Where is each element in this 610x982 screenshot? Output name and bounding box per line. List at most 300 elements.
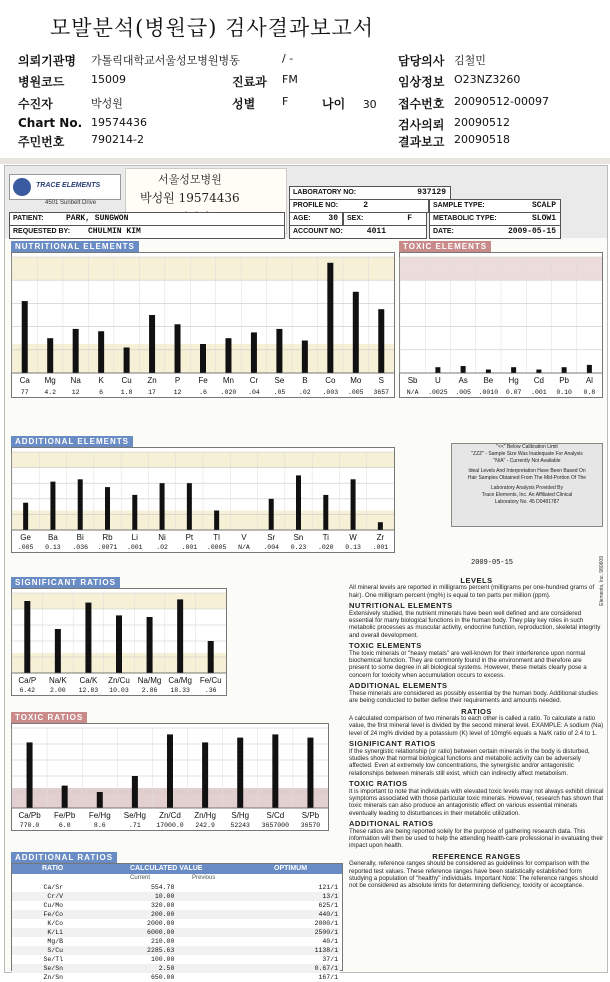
table-cell (176, 937, 267, 946)
value-label: .005 (17, 544, 34, 551)
value-label: .001 (372, 544, 389, 551)
report-header (0, 0, 610, 160)
info-paragraph: These minerals are considered as possibly essential by the human body. Additional studies are being conducted to better define their requirements and amounts needed. (349, 689, 598, 705)
value-label: 0.23 (290, 544, 307, 551)
data-bar (486, 370, 491, 373)
table-row (12, 964, 340, 973)
data-bar (55, 629, 61, 673)
value-label: N/A (238, 544, 250, 551)
header-field (398, 95, 549, 112)
age-box-value: 30 (328, 214, 338, 223)
data-bar (351, 479, 356, 530)
category-label: Ca (19, 376, 30, 385)
value-label: 6 (99, 389, 104, 396)
data-bar (302, 341, 308, 373)
table-cell: K/Li (12, 928, 65, 937)
data-bar (251, 332, 257, 373)
value-label: .036 (72, 544, 89, 551)
field-label: 담당의사 (398, 54, 445, 68)
field-label: PATIENT: (13, 215, 44, 222)
data-bar (124, 347, 130, 373)
field-label: 결과보고 (398, 135, 445, 149)
data-bar (435, 367, 440, 373)
info-heading: REFERENCE RANGES (432, 851, 521, 861)
value-label: 0.10 (556, 389, 572, 396)
data-bar (307, 738, 313, 808)
category-label: Na (70, 376, 81, 385)
category-label: S/Pb (301, 811, 320, 820)
table-cell: 2285.63 (65, 946, 176, 955)
data-bar (132, 776, 138, 808)
table-row (12, 910, 340, 919)
ratios-title: SIGNIFICANT RATIOS (11, 577, 120, 588)
value-label: 0.13 (45, 544, 61, 551)
table-cell: 6000.00 (65, 928, 176, 937)
stamp-line: 박성원 19574436 (140, 191, 240, 205)
category-label: Zn/Cd (159, 811, 181, 820)
legend-line: Ideal Levels And Interpretation Have Been Based On (468, 468, 586, 474)
table-cell: 121/1 (318, 884, 338, 891)
value-label: 2.86 (141, 687, 158, 694)
field-label: 병원코드 (18, 75, 65, 89)
info-heading: NUTRITIONAL ELEMENTS (349, 601, 453, 611)
category-label: Fe/Hg (88, 811, 111, 820)
header-field (232, 95, 289, 112)
scanned-report (4, 165, 608, 981)
category-label: Ba (48, 533, 58, 542)
category-label: Se (274, 376, 285, 385)
category-label: Mo (350, 376, 362, 385)
legend-line: Hair Samples Obtained From The Mid-Portion Of The (467, 475, 587, 481)
date-box (429, 225, 561, 239)
value-label: .02 (156, 544, 168, 551)
info-heading: SIGNIFICANT RATIOS (349, 739, 436, 749)
table-cell (176, 946, 267, 955)
data-bar (296, 475, 301, 530)
field-label: PROFILE NO: (293, 202, 339, 209)
field-label: 의뢰기관명 (18, 54, 76, 68)
field-value: O23NZ3260 (454, 73, 521, 86)
field-label: Chart No. (18, 116, 83, 130)
data-bar (378, 309, 384, 373)
age-box (289, 212, 343, 226)
value-label: 1.8 (120, 389, 133, 396)
data-bar (22, 301, 28, 373)
table-cell (176, 901, 267, 910)
category-label: Zn/Hg (194, 811, 217, 820)
data-bar (78, 479, 83, 530)
data-bar (105, 487, 110, 530)
data-bar (73, 329, 79, 373)
info-paragraph: It is important to note that individuals with elevated toxic levels may not always exhibit clinical symptoms associated with those particular toxic minerals. However, research has shown that toxic minerals can also produce an antagonistic effect on various essential minerals eventually leading to disturbances in their metabolic utilization. (349, 787, 604, 817)
value-label: 770.0 (19, 822, 40, 829)
field-value: 790214-2 (91, 133, 144, 146)
category-label: Ge (20, 533, 31, 542)
header-field (18, 133, 144, 150)
table-cell: Se/Sn (12, 964, 65, 973)
table-cell: 554.78 (150, 884, 175, 891)
field-label: ACCOUNT NO: (293, 228, 343, 235)
header-field (398, 52, 486, 69)
value-label: .0010 (478, 389, 499, 396)
subheader-current: Current (130, 875, 151, 881)
field-label: 성별 (232, 97, 256, 111)
subheader-previous: Previous (192, 875, 216, 881)
field-label: REQUESTED BY: (13, 228, 71, 235)
value-label: 8.6 (93, 822, 106, 829)
value-label: 17 (148, 389, 156, 396)
header-field (18, 95, 123, 112)
nutritional-chart (11, 252, 395, 398)
column-header: CALCULATED VALUE (130, 865, 203, 872)
metabolic-box (429, 212, 561, 226)
data-bar (132, 495, 137, 530)
value-label: 17000.0 (156, 822, 184, 829)
side-code: Elements, Inc. 980609 (599, 556, 605, 606)
field-value: 20090518 (454, 133, 510, 146)
age-field (322, 95, 377, 112)
info-paragraph: All mineral levels are reported in milligrams percent (milligrams per one-hundred grams of hair). One milligram percent (mg%) is equal to ten parts per million (ppm). (349, 584, 595, 599)
data-bar (272, 734, 278, 808)
category-label: As (458, 376, 468, 385)
lab-no-value: 937129 (417, 188, 446, 197)
field-label: LABORATORY NO: (293, 189, 357, 196)
legend-line: Trace Elements, Inc. An Affiliated Clinical (481, 492, 573, 498)
table-cell: K/Co (47, 920, 64, 927)
profile-box (289, 199, 429, 213)
additional-ratios-title: ADDITIONAL RATIOS (11, 852, 117, 863)
table-cell: 210.00 (150, 938, 175, 945)
value-label: 6.42 (19, 687, 36, 694)
column-header: OPTIMUM (274, 865, 308, 872)
data-bar (536, 370, 541, 373)
table-cell (176, 883, 267, 892)
table-cell: 37/1 (322, 956, 338, 963)
legend-line: "<<" Below Calibration Limit (496, 444, 558, 450)
toxic-title: TOXIC ELEMENTS (399, 241, 491, 252)
data-bar (62, 786, 68, 808)
table-cell: Se/Tl (43, 956, 64, 963)
category-label: Be (483, 376, 494, 385)
sample-value: SCALP (531, 201, 556, 210)
field-label: SAMPLE TYPE: (433, 202, 485, 209)
category-label: S (378, 376, 384, 385)
page-title: 모발분석(병원급) 검사결과보고서 (50, 16, 375, 40)
table-cell: Cr/V (12, 892, 65, 901)
value-label: .004 (263, 544, 280, 551)
info-paragraph: Extensively studied, the nutrient minerals have been well defined and are considered essential for many biological functions in the human body. They play key roles in such metabolic processes as muscular activity, endocrine function, reproduction, skeletal integrity and overall development. (349, 609, 601, 639)
header-field (18, 52, 240, 69)
info-heading: ADDITIONAL RATIOS (349, 819, 434, 829)
field-label: SEX: (347, 215, 364, 222)
data-bar (353, 292, 359, 373)
date-stamp: 2009-05-15 (471, 559, 514, 567)
value-label: .05 (273, 389, 286, 396)
category-label: S/Cd (266, 811, 285, 820)
table-cell (176, 955, 267, 964)
category-label: S/Hg (231, 811, 250, 820)
category-label: Sb (407, 376, 418, 385)
category-label: Fe/Pb (53, 811, 76, 820)
info-paragraph: Generally, reference ranges should be considered as guidelines for comparison with the reported test values. These reference ranges have been statistically established form studying a population of "healthy" individuals. Important Note: The reference ranges should not be considered as absolute limits for determining deficiency, toxicity or acceptance. (349, 860, 598, 890)
category-label: Fe (198, 376, 208, 385)
info-heading: LEVELS (460, 576, 493, 585)
value-label: .020 (317, 544, 334, 551)
field-label: AGE: (293, 215, 311, 222)
table-cell (176, 910, 267, 919)
category-label: Na/K (48, 676, 67, 685)
table-row (12, 892, 340, 901)
value-label: 36570 (300, 822, 321, 829)
field-value: 20090512 (454, 116, 510, 129)
data-bar (562, 367, 567, 373)
value-label: .04 (248, 389, 260, 396)
data-bar (202, 742, 208, 808)
category-label: Se/Hg (123, 811, 147, 820)
table-cell: 100.00 (150, 956, 175, 963)
explanation-text (349, 574, 604, 890)
data-bar (147, 617, 153, 673)
category-label: U (434, 376, 441, 385)
table-cell (176, 892, 267, 901)
data-bar (24, 601, 30, 673)
value-label: 52243 (230, 822, 250, 829)
table-cell: 200.00 (65, 910, 176, 919)
patient-value: PARK, SUNGWON (66, 214, 129, 223)
logo-text: TRACE ELEMENTS (36, 182, 101, 189)
category-label: Ti (322, 533, 329, 542)
value-label: .003 (322, 389, 339, 396)
info-paragraph: If the synergistic relationship (or ratio) between certain minerals in the body is disturbed, studies show that normal biological functions and metabolic activity can be adversely affected. Even at extremely low concentrations, the synergistic and/or antagonistic relationships between minerals still exist, which can indirectly affect metabolism. (349, 747, 590, 777)
info-paragraph: A calculated comparison of two minerals to each other is called a ratio. To calculate a ratio value, the first mineral level is divided by the second mineral level. EXAMPLE: A sodium (Na) level of 24 mg% divided by a potassium (K) level of 10mg% equals a Na/K ratio of 2.4 to 1. (349, 714, 604, 737)
lab-no-box (289, 186, 451, 200)
category-label: Ni (158, 533, 166, 542)
value-label: .001 (181, 544, 198, 551)
table-cell: 10.00 (65, 892, 176, 901)
value-label: 4.2 (44, 389, 57, 396)
header-field (232, 73, 298, 90)
category-label: Zr (376, 533, 385, 542)
value-label: 18.33 (170, 687, 190, 694)
category-label: Pb (559, 376, 570, 385)
table-cell: 40/1 (322, 938, 338, 945)
data-bar (23, 503, 28, 530)
table-cell: 2500/1 (267, 928, 340, 937)
data-bar (27, 742, 33, 808)
category-label: Al (585, 376, 593, 385)
field-value: 15009 (91, 73, 126, 86)
value-label: .0005 (206, 544, 227, 551)
field-label: METABOLIC TYPE: (433, 215, 497, 222)
age-label: 나이 (322, 97, 346, 111)
table-row (12, 955, 340, 964)
date-value: 2009-05-15 (507, 227, 556, 236)
data-bar (177, 599, 183, 673)
value-label: 3657000 (261, 822, 289, 829)
data-bar (85, 603, 91, 673)
toxic-ratios-chart (11, 723, 329, 831)
nutritional-title: NUTRITIONAL ELEMENTS (11, 241, 139, 252)
info-heading: TOXIC ELEMENTS (349, 641, 422, 651)
table-cell: Fe/Co (12, 910, 65, 919)
value-label: .005 (347, 389, 364, 396)
category-label: Sn (293, 533, 304, 542)
header-field (18, 116, 147, 130)
category-label: Sr (267, 533, 276, 542)
value-label: 12 (173, 389, 182, 396)
category-label: Bi (76, 533, 84, 542)
table-cell: 167/1 (318, 974, 338, 981)
legend-line: "ZZZ" - Sample Size Was Inadequate For Analysis (471, 451, 583, 457)
legend-line: Laboratory Analysis Provided By (491, 485, 563, 491)
table-cell: Cu/Mo (43, 902, 64, 909)
range-band (12, 280, 394, 344)
table-row (12, 919, 340, 928)
table-cell: 1138/1 (267, 946, 340, 955)
data-bar (116, 615, 122, 673)
value-label: 242.9 (195, 822, 215, 829)
header-field (398, 133, 510, 150)
category-label: Cu (121, 376, 132, 385)
field-label: DATE: (433, 228, 454, 235)
logo-icon (13, 178, 31, 196)
header-field (398, 73, 521, 90)
value-label: .0071 (97, 544, 118, 551)
category-label: Cd (533, 376, 544, 385)
value-label: 0.07 (505, 389, 522, 396)
table-cell: 2000/1 (314, 920, 338, 927)
patient-box (9, 212, 285, 226)
field-value: 김철민 (454, 54, 486, 67)
toxic-chart (399, 252, 603, 398)
info-paragraph: The toxic minerals or "heavy metals" are well-known for their interference upon normal biochemical function. They are commonly found in the environment and therefore are present to some degree in all biological systems. However, these metals clearly pose a concern for toxicity when accumulation occurs to excess. (349, 649, 587, 679)
data-bar (160, 483, 165, 530)
field-label: 수진자 (18, 97, 53, 111)
age-value: 30 (362, 98, 377, 111)
category-label: Rb (102, 533, 113, 542)
value-label: .02 (299, 389, 311, 396)
value-label: .020 (220, 389, 237, 396)
info-paragraph: These ratios are being reported solely for the purpose of gathering research data. This information will then be used to help the attending health-care professional in evaluating their impact upon health. (349, 827, 604, 850)
data-bar (461, 366, 466, 373)
table-row (12, 901, 340, 910)
field-value: FM (282, 73, 298, 86)
legend-line: Laboratory No. 45 D0481787 (494, 499, 560, 505)
category-label: Mg (44, 376, 56, 385)
field-value: 19574436 (91, 116, 147, 129)
table-cell: 13/1 (267, 892, 340, 901)
header-field (398, 116, 510, 133)
field-value: 가톨릭대학교서울성모병원병동 (91, 54, 240, 67)
table-row (12, 973, 340, 982)
legend-box (451, 443, 603, 527)
table-cell: 2000.00 (147, 920, 175, 927)
category-label: Pt (185, 533, 194, 542)
value-label: N/A (406, 389, 419, 396)
table-cell (176, 964, 267, 973)
field-label: 임상정보 (398, 75, 445, 89)
requested-value: CHULMIN KIM (88, 227, 141, 236)
value-label: 0.13 (345, 544, 361, 551)
data-bar (378, 522, 383, 530)
info-heading: RATIOS (461, 706, 492, 716)
range-band (12, 593, 226, 609)
value-label: 10.03 (109, 687, 129, 694)
data-bar (98, 331, 104, 373)
table-cell (176, 928, 267, 937)
category-label: Ca/Pb (18, 811, 41, 820)
category-label: Zn (147, 376, 157, 385)
info-heading: TOXIC RATIOS (349, 779, 408, 789)
value-label: .005 (455, 389, 471, 396)
table-row (12, 946, 340, 955)
table-cell: S/Cu (12, 946, 65, 955)
category-label: Mn (222, 376, 235, 385)
table-cell: 625/1 (318, 902, 338, 909)
data-bar (323, 495, 328, 530)
category-label: Ca/K (79, 676, 98, 685)
field-label: 주민번호 (18, 135, 65, 149)
data-bar (50, 482, 55, 530)
table-cell: 320.00 (150, 902, 175, 909)
value-label: .001 (531, 389, 547, 396)
legend-line: "N/A" - Currently Not Available (493, 458, 561, 464)
table-cell: 2.50 (65, 964, 176, 973)
field-value: / - (282, 52, 294, 65)
table-cell: Mg/B (47, 938, 64, 945)
category-label: Fe/Cu (199, 676, 222, 685)
category-label: Na/Mg (137, 676, 162, 685)
value-label: 6.0 (58, 822, 71, 829)
category-label: V (241, 533, 247, 542)
value-label: .36 (204, 687, 217, 694)
sex-value: F (407, 214, 412, 223)
category-label: Tl (213, 533, 220, 542)
data-bar (187, 483, 192, 530)
value-label: 12.83 (78, 687, 99, 694)
data-bar (47, 338, 53, 373)
field-value: 20090512-00097 (454, 95, 549, 108)
value-label: .001 (126, 544, 143, 551)
lab-logo (9, 174, 121, 200)
category-label: B (302, 376, 308, 385)
category-label: Li (131, 533, 138, 542)
data-bar (200, 344, 206, 373)
metabolic-value: SLOW1 (531, 214, 556, 223)
field-value: F (282, 95, 289, 108)
table-cell: Ca/Sr (43, 884, 64, 891)
header-field (18, 73, 126, 90)
field-label: 접수번호 (398, 97, 445, 111)
field-value: 박성원 (91, 97, 123, 110)
category-label: K (98, 376, 104, 385)
value-label: 3657 (373, 389, 390, 396)
value-label: 12 (71, 389, 80, 396)
data-bar (237, 738, 243, 808)
value-label: .0025 (428, 389, 448, 396)
data-bar (149, 315, 155, 373)
category-label: Ca/P (18, 676, 37, 685)
data-bar (175, 324, 181, 373)
category-label: Co (325, 376, 336, 385)
value-label: .71 (129, 822, 141, 829)
data-bar (327, 263, 333, 373)
value-label: 2.00 (50, 687, 66, 694)
requested-box (9, 225, 285, 239)
table-row (12, 937, 340, 946)
data-bar (214, 511, 219, 531)
lab-address: 4501 Sunbelt Drive (45, 200, 97, 206)
